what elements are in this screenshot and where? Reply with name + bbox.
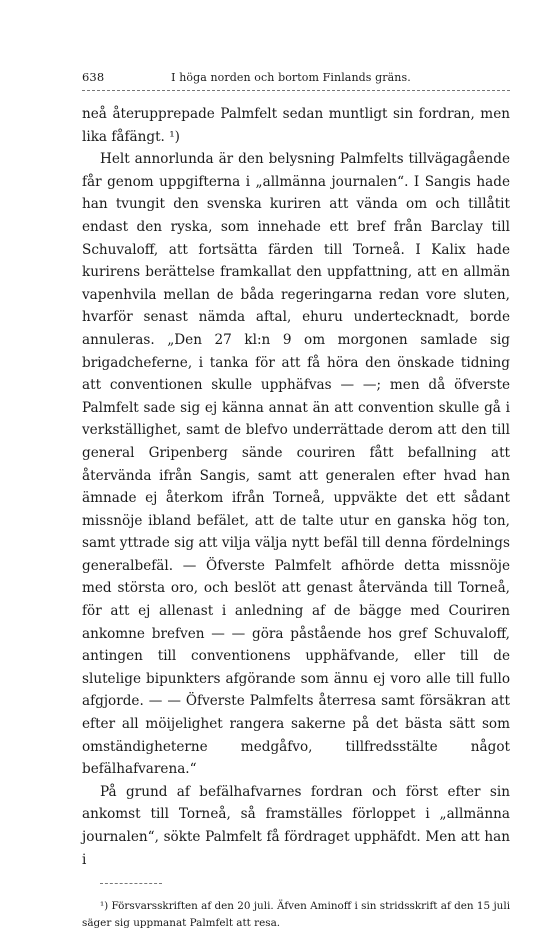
paragraph: Helt annorlunda är den belysning Palmfelts tillvägagående får genom uppgifterna i „allmänna journalen“. I Sangis hade han tvungit den svenska kuriren att vända om och tillåtit endast den ryska, som innehade ett bref från Barclay till Schuvaloff, att fortsätta färden till Torneå. I Kalix hade kurirens berättelse framkallat den uppfattning, att en allmän vapenhvila mellan de båda regeringarna redan vore sluten, hvarför senast nämda aftal, ehuru undertecknadt, borde annuleras. „Den 27 kl:n 9 om morgonen samlade sig brigadcheferne, i tanka för att få höra den önskade tidning att conventionen skulle upphäfvas — —; men då öfverste Palmfelt sade sig ej känna annat än att convention skulle gå i verkställighet, samt de blefvo underrättade derom att den till general Gripenberg sände couriren fått befallning att återvända ifrån Sangis, samt att generalen efter hvad han ämnade ej återkom ifrån Torneå, uppväkte det ett sådant missnöje ibland befälet, att de talte utur en ganska hög ton, samt yttrade sig att vilja välja nytt befäl till denna fördelnings generalbefäl. — Öfverste Palmfelt afhörde detta missnöje med största oro, och beslöt att genast återvända till Torneå, för att ej allenast i anledning af de bägge med Couriren ankomne brefven — — göra påstående hos gref Schuvaloff, antingen till conventionens upphäfvande, eller till de slutelige bipunkters afgörande som ännu ej voro alle till fullo afgjorde. — — Öfverste Palmfelts återresa samt försäkran att efter all möijelighet rangera sakerne på det bästa sätt som omständigheterne medgåfvo, tillfredsstälte något befälhafvarena.“ [82,151,510,778]
running-title: I höga norden och bortom Finlands gräns. [171,71,411,84]
footnote: ¹) Försvarsskriften af den 20 juli. Äfven Aminoff i sin stridsskrift af den 15 juli säger sig uppmanat Palmfelt att resa. [82,900,511,930]
paragraph-continuation: neå återupprepade Palmfelt sedan muntligt sin fordran, men lika fåfängt. ¹) [82,106,510,145]
footnote-divider [100,883,162,884]
paragraph: På grund af befälhafvarnes fordran och först efter sin ankomst till Torneå, så framställes förloppet i „allmänna journalen“, sökte Palmfelt få fördraget upphäfdt. Men att han i [82,783,510,868]
book-page [82,70,510,932]
page-number: 638 [82,70,105,84]
body-text [82,103,510,871]
page-header [82,70,510,91]
